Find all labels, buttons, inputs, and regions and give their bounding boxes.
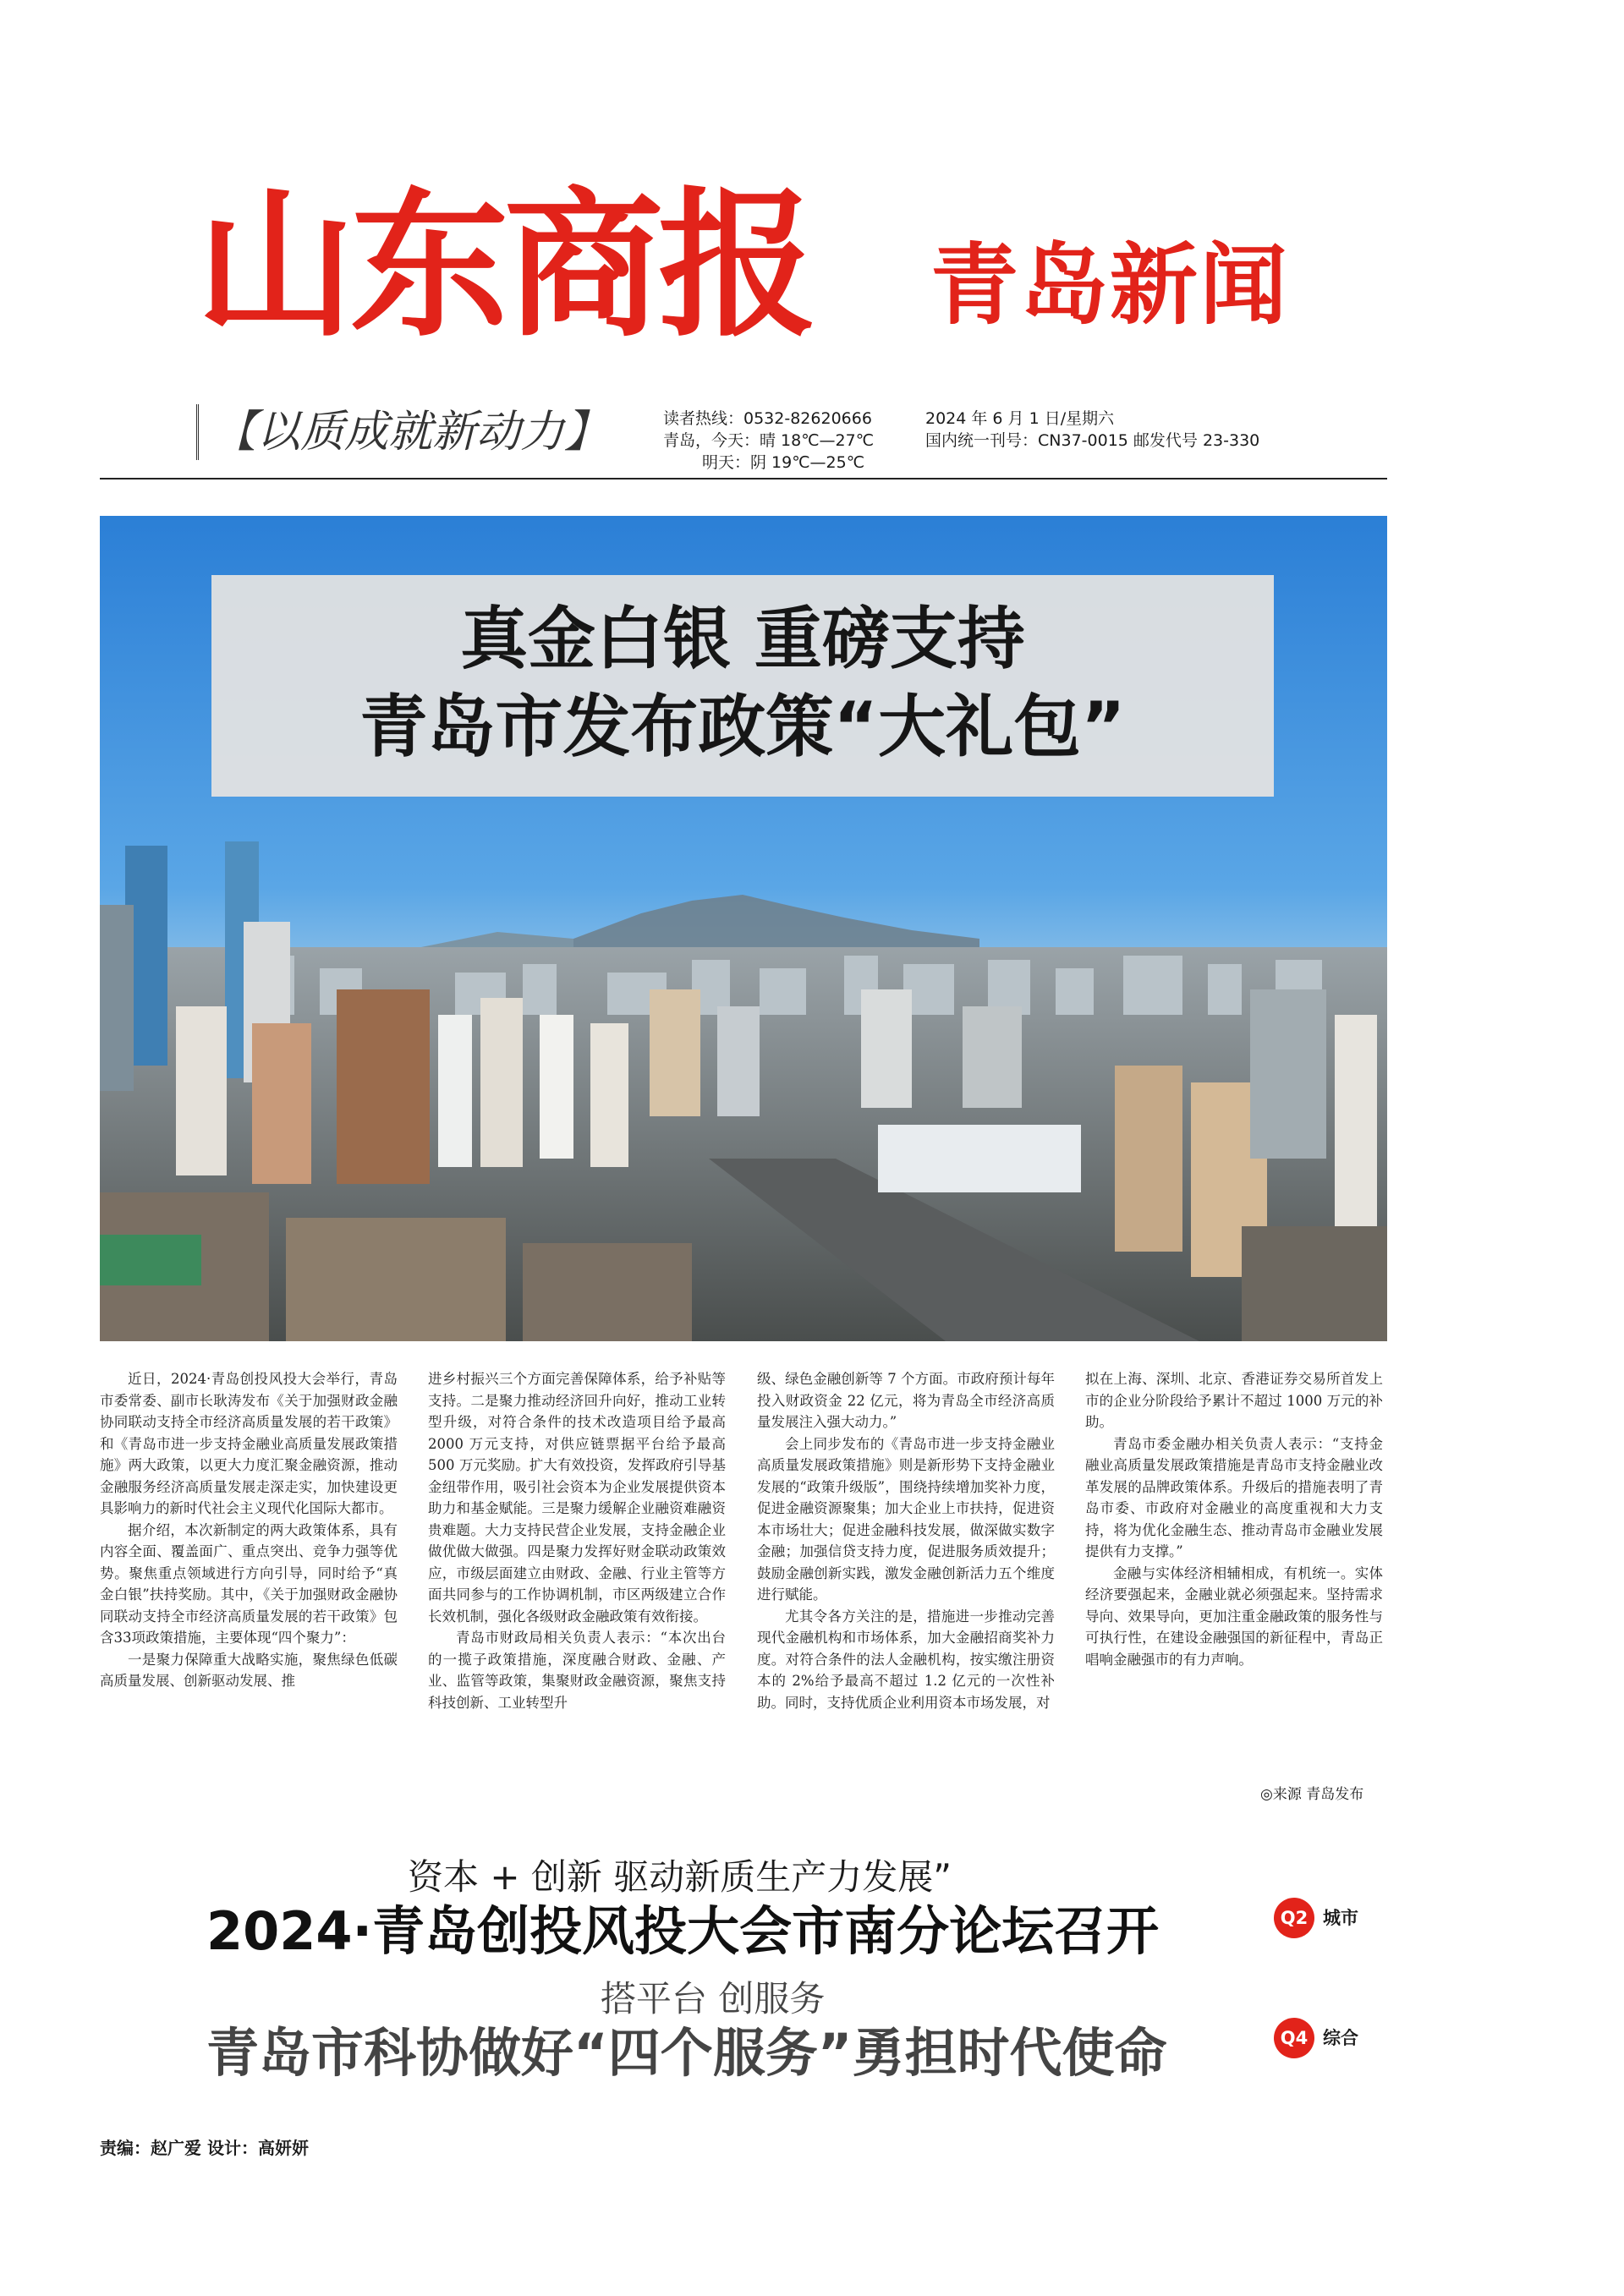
article-column-3 — [757, 1368, 1055, 1713]
paragraph: 近日，2024·青岛创投风投大会举行，青岛市委常委、副市长耿涛发布《关于加强财政金融协同联动支持全市经济高质量发展的若干政策》和《青岛市进一步支持金融业高质量发展政策措施》两大政策，以更大力度汇聚金融资源，推动金融服务经济高质量发展走深走实，加快建设更具影响力的新时代社会主义现代化国际大都市。 — [100, 1371, 398, 1516]
headline-line-2: 青岛市发布政策“大礼包” — [359, 688, 1126, 766]
weather-today: 青岛，今天：晴 18℃—27℃ — [663, 431, 875, 450]
section-label-city[interactable]: 城市 — [1323, 1908, 1358, 1928]
edition-name: 青岛新闻 — [930, 233, 1290, 337]
paragraph: 据介绍，本次新制定的两大政策体系，具有内容全面、覆盖面广、重点突出、竞争力强等优势。聚焦重点领域进行方向引导，同时给予“真金白银”扶持奖励。其中，《关于加强财政金融协同联动支持全市经济高质量发展的若干政策》包含33项政策措施，主要体现“四个聚力”： — [100, 1521, 398, 1646]
paragraph: 一是聚力保障重大战略实施，聚焦绿色低碳高质量发展、创新驱动发展、推 — [100, 1651, 398, 1689]
headline-line-1: 真金白银 重磅支持 — [460, 600, 1025, 678]
paragraph: 青岛市财政局相关负责人表示：“本次出台的一揽子政策措施，深度融合财政、金融、产业、监管等政策，集聚财政金融资源，聚焦支持科技创新、工业转型升 — [428, 1630, 726, 1711]
headline-box — [211, 575, 1274, 797]
issue-date: 2024 年 6 月 1 日/星期六 — [925, 409, 1115, 428]
teaser-1-subtitle[interactable]: 资本 + 创新 驱动新质生产力发展” — [408, 1856, 952, 1898]
article-column-4 — [1085, 1368, 1383, 1670]
page-badge-q4[interactable]: Q4 — [1274, 2018, 1314, 2058]
paragraph: 会上同步发布的《青岛市进一步支持金融业高质量发展政策措施》则是新形势下支持金融业发展的“政策升级版”，围绕持续增加奖补力度，促进金融资源聚集；加大企业上市扶持，促进资本市场壮大；促进金融科技发展，做深做实数字金融；加强信贷支持力度，促进服务质效提升；鼓励金融创新实践，激发金融创新活力五个维度进行赋能。 — [757, 1435, 1055, 1603]
reader-info — [663, 408, 874, 474]
paragraph: 青岛市委金融办相关负责人表示：“支持金融业高质量发展政策措施是青岛市支持金融业改革发展的品牌政策体系。升级后的措施表明了青岛市委、市政府对金融业的高度重视和大力支持，将为优化金融生态、推动青岛市金融业发展提供有力支撑。” — [1085, 1435, 1383, 1559]
paragraph: 尤其令各方关注的是，措施进一步推动完善现代金融机构和市场体系，加大金融招商奖补力度。对符合条件的法人金融机构，按实缴注册资本的 2%给予最高不超过 1.2 亿元的一次性补助。同时，支持优质企业利用资本市场发展，对 — [757, 1608, 1055, 1711]
teaser-2-headline[interactable]: 青岛市科协做好“四个服务”勇担时代使命 — [206, 2022, 1167, 2084]
teaser-1-headline[interactable]: 2024·青岛创投风投大会市南分论坛召开 — [206, 1900, 1160, 1962]
slogan-calligraphy: 【以质成就新动力】 — [196, 404, 610, 460]
paragraph: 级、绿色金融创新等 7 个方面。市政府预计每年投入财政资金 22 亿元，将为青岛全市经济高质量发展注入强大动力。” — [757, 1371, 1055, 1430]
teaser-2-subtitle[interactable]: 搭平台 创服务 — [601, 1978, 826, 2019]
page-badge-q2[interactable]: Q2 — [1274, 1898, 1314, 1938]
hotline: 读者热线：0532-82620666 — [663, 409, 872, 428]
section-label-general[interactable]: 综合 — [1323, 2028, 1358, 2048]
header-divider — [100, 478, 1387, 479]
paragraph: 金融与实体经济相辅相成，有机统一。实体经济要强起来，金融业就必须强起来。坚持需求导向、效果导向，更加注重金融政策的服务性与可执行性，在建设金融强国的新征程中，青岛正唱响金融强市的有力声响。 — [1085, 1564, 1383, 1668]
paragraph: 拟在上海、深圳、北京、香港证券交易所首发上市的企业分阶段给予累计不超过 1000 万元的补助。 — [1085, 1371, 1383, 1430]
article-source: ◎来源 青岛发布 — [1260, 1786, 1364, 1803]
serial-number: 国内统一刊号：CN37-0015 邮发代号 23-330 — [925, 431, 1260, 450]
masthead-title: 山东商报 — [196, 173, 812, 359]
weather-tomorrow: 明天：阴 19℃—25℃ — [702, 453, 865, 472]
article-column-1 — [100, 1368, 398, 1692]
paragraph: 进乡村振兴三个方面完善保障体系，给予补贴等支持。二是聚力推动经济回升向好，推动工业转型升级，对符合条件的技术改造项目给予最高 2000 万元支持，对供应链票据平台给予最高 500 万元奖励。扩大有效投资，发挥政府引导基金纽带作用，吸引社会资本为企业发展提供资本助力和基金赋能。三是聚力缓解企业融资难融资贵难题。大力支持民营企业发展，支持金融企业做优做大做强。四是聚力发挥好财金联动政策效应，市级层面建立由财政、金融、行业主管等方面共同参与的工作协调机制，市区两级建立合作长效机制，强化各级财政金融政策有效衔接。 — [428, 1371, 726, 1625]
editor-credits: 责编：赵广爱 设计：高妍妍 — [100, 2138, 309, 2158]
issue-info — [925, 408, 1259, 452]
article-column-2 — [428, 1368, 726, 1713]
